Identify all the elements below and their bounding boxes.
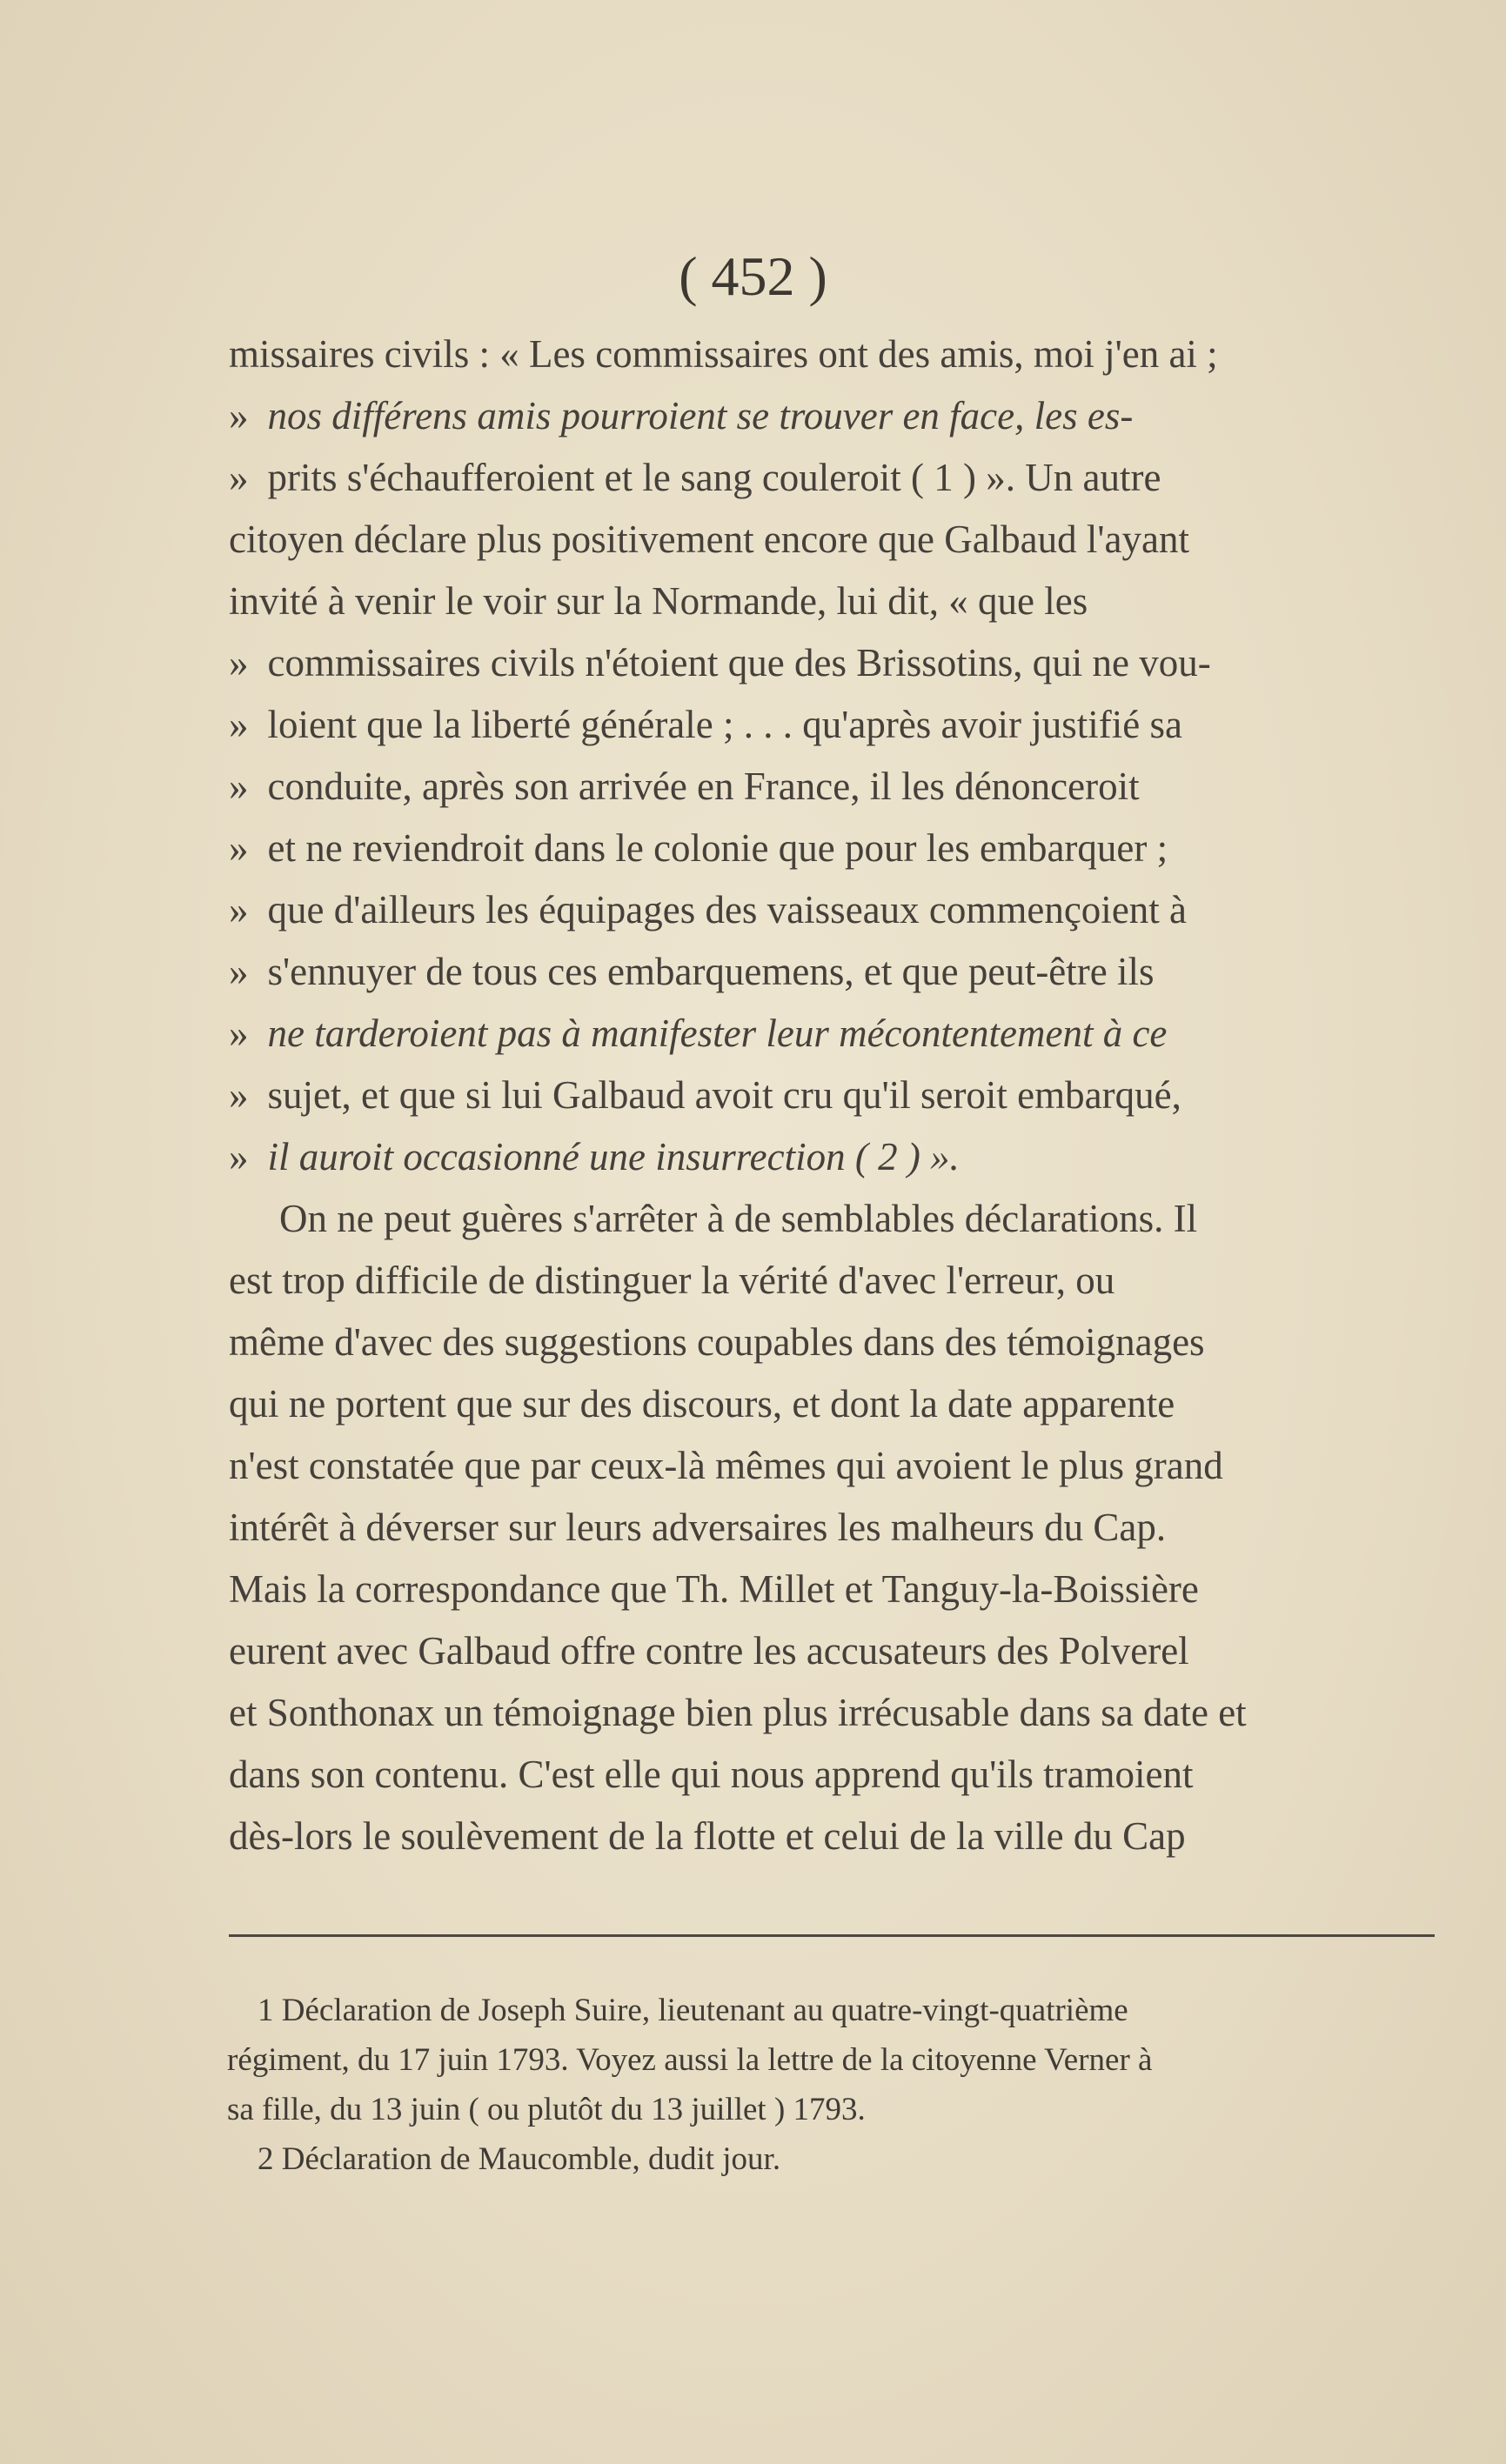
quote-mark: » [229, 456, 249, 499]
line-text: est trop difficile de distinguer la vérité d'avec l'erreur, ou [229, 1259, 1115, 1302]
line-text: eurent avec Galbaud offre contre les accusateurs des Polverel [229, 1629, 1189, 1673]
line-text: On ne peut guères s'arrêter à de semblables déclarations. Il [279, 1197, 1198, 1240]
page-number: ( 452 ) [679, 245, 827, 307]
text-line [229, 509, 1464, 571]
text-line [229, 1620, 1464, 1682]
text-line [229, 385, 1464, 447]
text-line [229, 1126, 1464, 1188]
text-line [229, 879, 1464, 941]
line-text: n'est constatée que par ceux-là mêmes qui avoient le plus grand [229, 1444, 1223, 1487]
line-text: que d'ailleurs les équipages des vaisseaux commençoient à [267, 888, 1188, 932]
line-text: conduite, après son arrivée en France, il les dénonceroit [267, 765, 1140, 808]
line-text: invité à venir le voir sur la Normande, lui dit, « que les [229, 579, 1088, 623]
quote-mark: » [229, 826, 249, 870]
text-line [229, 1312, 1464, 1373]
footnote-rule [229, 1934, 1435, 1937]
quote-mark: » [229, 1073, 249, 1117]
footnote-2 [258, 2134, 1441, 2184]
line-text: s'ennuyer de tous ces embarquemens, et que peut-être ils [267, 950, 1155, 993]
line-text: prits s'échaufferoient et le sang couleroit ( 1 ) ». Un autre [267, 456, 1161, 499]
text-line [229, 694, 1464, 756]
line-text: même d'avec des suggestions coupables dans des témoignages [229, 1320, 1205, 1364]
line-text: sujet, et que si lui Galbaud avoit cru qu'il seroit embarqué, [267, 1073, 1181, 1117]
footnote-text: régiment, du 17 juin 1793. Voyez aussi la lettre de la citoyenne Verner à [227, 2042, 1153, 2078]
text-line [229, 1373, 1464, 1435]
line-text: intérêt à déverser sur leurs adversaires les malheurs du Cap. [229, 1506, 1167, 1549]
line-text: nos différens amis pourroient se trouver en face, les es- [267, 394, 1134, 437]
quote-mark: » [229, 703, 249, 746]
line-text: missaires civils : « Les commissaires ont des amis, moi j'en ai ; [229, 332, 1218, 376]
text-line [229, 1744, 1464, 1806]
text-line [229, 1188, 1464, 1250]
footnotes [227, 1986, 1441, 2184]
text-line [229, 1435, 1464, 1497]
body-text [229, 324, 1464, 1867]
quote-mark: » [229, 1135, 249, 1179]
text-line [229, 1003, 1464, 1065]
footnote-text: 2 Déclaration de Maucomble, dudit jour. [258, 2141, 781, 2177]
quote-mark: » [229, 1012, 249, 1055]
text-line [229, 447, 1464, 509]
text-line [229, 1497, 1464, 1559]
line-text: qui ne portent que sur des discours, et dont la date apparente [229, 1382, 1175, 1426]
line-text: il auroit occasionné une insurrection ( 2 ) ». [267, 1135, 960, 1179]
text-line [229, 632, 1464, 694]
text-line [229, 1250, 1464, 1312]
line-text: dans son contenu. C'est elle qui nous apprend qu'ils tramoient [229, 1753, 1194, 1796]
footnote-text: 1 Déclaration de Joseph Suire, lieutenant au quatre-vingt-quatrième [258, 1993, 1128, 2028]
line-text: et Sonthonax un témoignage bien plus irrécusable dans sa date et [229, 1691, 1247, 1734]
text-line [229, 571, 1464, 632]
footnote-1-cont [227, 2085, 1441, 2134]
footnote-text: sa fille, du 13 juin ( ou plutôt du 13 juillet ) 1793. [227, 2092, 866, 2127]
footnote-1 [258, 1986, 1441, 2035]
text-line [229, 1806, 1464, 1867]
text-line [229, 1559, 1464, 1620]
text-line [229, 324, 1464, 385]
line-text: loient que la liberté générale ; . . . qu'après avoir justifié sa [267, 703, 1182, 746]
footnote-1-cont [227, 2035, 1441, 2085]
quote-mark: » [229, 950, 249, 993]
line-text: et ne reviendroit dans le colonie que pour les embarquer ; [267, 826, 1168, 870]
text-line [229, 818, 1464, 879]
quote-mark: » [229, 888, 249, 932]
line-text: dès-lors le soulèvement de la flotte et celui de la ville du Cap [229, 1814, 1186, 1858]
text-line [229, 941, 1464, 1003]
line-text: commissaires civils n'étoient que des Brissotins, qui ne vou- [267, 641, 1211, 684]
text-line [229, 756, 1464, 818]
quote-mark: » [229, 394, 249, 437]
text-line [229, 1065, 1464, 1126]
line-text: Mais la correspondance que Th. Millet et Tanguy-la-Boissière [229, 1567, 1199, 1611]
line-text: ne tarderoient pas à manifester leur mécontentement à ce [267, 1012, 1168, 1055]
quote-mark: » [229, 765, 249, 808]
quote-mark: » [229, 641, 249, 684]
line-text: citoyen déclare plus positivement encore que Galbaud l'ayant [229, 518, 1189, 561]
text-line [229, 1682, 1464, 1744]
